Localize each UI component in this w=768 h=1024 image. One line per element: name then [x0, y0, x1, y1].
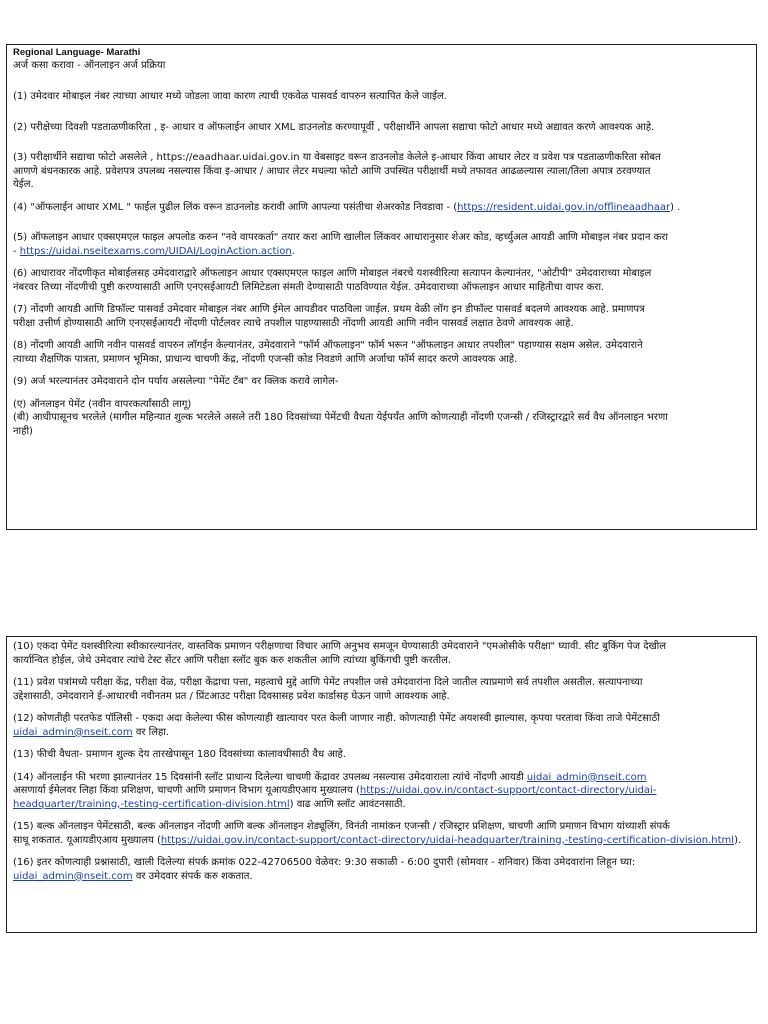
paragraph-15 — [13, 820, 750, 847]
paragraph-13: (13) फीची वैधता- प्रमाणन शुल्क देय तारखेपासून 180 दिवसांच्या कालावधीसाठी वैध आहे. — [13, 749, 346, 760]
paragraph-12-text: (12) कोणतीही परतफेड पॉलिसी - एकदा अदा केलेल्या फीस कोणत्याही खात्यावर परत केली जाणार नाही. कोणत्याही पेमेंट अयशस्वी झाल्यास, कृपया परतावा किंवा ताजे पेमेंटसाठी — [13, 713, 660, 724]
paragraph-15-text: (15) बल्क ऑनलाइन पेमेंटसाठी, बल्क ऑनलाइन नोंदणी आणि बल्क ऑनलाइन शेड्यूलिंग, विनंती नामांकन एजन्सी / रजिस्ट्रार प्रशिक्षण, चाचणी आणि प्रमाणन विभाग यांच्याशी संपर्क साधू शकतात. यूआयडीएआय मुख्यालय ( — [13, 821, 670, 846]
paragraph-16 — [13, 856, 750, 883]
instructions-box-1 — [6, 44, 757, 530]
section-subtitle: अर्ज कसा करावा - ऑनलाइन अर्ज प्रक्रिया — [13, 60, 166, 71]
paragraph-9a: (ए) ऑनलाइन पेमेंट (नवीन वापरकर्त्यांसाठी लागू) — [13, 398, 192, 410]
paragraph-4-text: (4) "ऑफलाईन आधार XML " फाईल पुढील लिंक वरून डाउनलोड करावी आणि आपल्या पसंतीचा शेअरकोड निवडावा - ( — [13, 201, 458, 213]
paragraph-3: (3) परीक्षार्थीने सद्याचा फोटो असलेले , https://eaadhaar.uidai.gov.in या वेबसाइट वरून डाउनलोड केलेले इ-आधार किंवा आधार लेटर व प्रवेश पत्र पडताळणीकरिता सोबत आणणे बंधनकारक आहे. प्रवेशपत्र उपलब्ध नसल्यास किंवा इ-आधार / आधार लेटर मधल्या फोटो आणि उपस्थित परीक्षार्थी मध्ये तफावत आढळल्यास त्याला/तिला अपात्र ठरवण्यात येईल. — [13, 152, 661, 190]
admin-email-link[interactable]: uidai_admin@nseit.com — [13, 726, 133, 738]
admin-email-link[interactable]: uidai_admin@nseit.com — [13, 870, 133, 882]
paragraph-8: (8) नोंदणी आयडी आणि नवीन पासवर्ड वापरुन लॉगईन केल्यानंतर, उमेदवाराने "फॉर्म ऑफलाइन" फॉर्म भरून "ऑफलाइन आधार तपशील" पहाण्यास सक्षम असेल. उमेदवाराने त्याच्या शैक्षणिक पात्रता, प्रमाणन भूमिका, प्राधान्य चाचणी केंद्र, नोंदणी एजन्सी कोड निवडणे आणि अर्जाचा फॉर्म सादर करणे आवश्यक आहे. — [13, 340, 643, 365]
paragraph-14-end: ) वाढ आणि स्लॉट आवंटनसाठी. — [289, 798, 406, 810]
paragraph-1: (1) उमेदवार मोबाइल नंबर त्याच्या आधार मध्ये जोडला जावा कारण त्याची एकवेळ पासवर्ड वापरुन सत्यापित केले जाईल. — [13, 91, 447, 102]
section-header: Regional Language- Marathi — [13, 47, 141, 58]
training-division-link[interactable]: https://uidai.gov.in/contact-support/contact-directory/uidai-headquarter/training,-testing-certification-division.html — [13, 785, 657, 810]
offline-aadhaar-link[interactable]: https://resident.uidai.gov.in/offlineaadhaar — [457, 201, 671, 213]
paragraph-14-mid: असणार्या ईमेलवर लिहा किंवा प्रशिक्षण, चाचणी आणि प्रमाणन विभाग यूआयडीएआय मुख्यालय ( — [13, 785, 360, 796]
paragraph-11: (11) प्रवेश पत्रांमध्ये परीक्षा केंद्र, परीक्षा वेळ, परीक्षा केंद्राचा पत्ता, महत्वाचे मुद्दे आणि पेमेंट तपशील जसे उमेदवारांना दिले जातील त्याप्रमाणे सर्व तपशील असतील. सत्यापनाच्या उद्देशासाठी, उमेदवाराने ई-आधारची नवीनतम प्रत / प्रिंटआउट परीक्षा दिवसासह प्रवेश कार्डासह घेऊन जाणे आवश्यक आहे. — [13, 677, 643, 702]
training-division-link[interactable]: https://uidai.gov.in/contact-support/contact-directory/uidai-headquarter/training,-testing-certification-division.html — [160, 834, 735, 846]
login-action-link[interactable]: https://uidai.nseitexams.com/UIDAI/LoginAction.action — [19, 245, 292, 257]
paragraph-4 — [13, 201, 750, 215]
admin-email-link[interactable]: uidai_admin@nseit.com — [526, 771, 647, 783]
paragraph-14-text: (14) ऑनलाईन फी भरणा झाल्यानंतर 15 दिवसांनी स्लॉट प्राधान्य दिलेल्या चाचणी केंद्रावर उपलब्ध नसल्यास उमेदवाराला त्यांचे नोंदणी आयडी — [13, 771, 527, 783]
paragraph-2: (2) परीक्षेच्या दिवशी पडताळणीकरिता , इ- आधार व ऑफलाईन आधार XML डाउनलोड करण्यापूर्वी , परीक्षार्थीने आपला सद्याचा फोटो आधार मध्ये अद्यावत करणे आवश्यक आहे. — [13, 121, 655, 133]
paragraph-10: (10) एकदा पेमेंट यशस्वीरित्या स्वीकारल्यानंतर, वास्तविक प्रमाणन परीक्षणाचा विचार आणि अनुभव समजून घेण्यासाठी उमेदवाराने "एमओसीके परीक्षा" घ्यावी. सीट बुकिंग पेज देखील कार्यान्वित होईल, जेथे उमेदवार त्यांचे टेस्ट सेंटर आणि परीक्षा स्लॉट बुक करु शकतील आणि त्यांच्या बुकिंगची पुष्टी करतील. — [13, 641, 667, 666]
paragraph-9: (9) अर्ज भरल्यानंतर उमेदवाराने दोन पर्याय असलेल्या "पेमेंट टॅब" वर क्लिक करावे लागेल- — [13, 376, 339, 387]
paragraph-16-end: वर उमेदवार संपर्क करु शकतात. — [132, 870, 253, 882]
paragraph-14 — [13, 771, 750, 812]
paragraph-6: (6) आधारावर नोंदणीकृत मोबाईलसह उमेदवाराद्वारे ऑफलाइन आधार एक्सएमएल फाइल आणि मोबाइल नंबरचे यशस्वीरित्या सत्यापन केल्यानंतर, "ओटीपी" उमेदवाराच्या मोबाइल नंबरवर तिच्या नोंदणीची पुष्टी करण्यासाठी आणि एनएसईआयटी लिमिटेडला संमती देण्यासाठी पाठविण्यात येईल. उमेदवाराच्या ऑफलाइन आधार माहितीचा वापर करा. — [13, 268, 652, 293]
paragraph-9b: (बी) आधीपासूनच भरलेले (मागील महिन्यात शुल्क भरलेले असले तरी 180 दिवसांच्या पेमेंटची वैधता येईपर्यंत आणि कोणत्याही नोंदणी एजन्सी / रजिस्ट्रारद्वारे सर्व वैध ऑनलाइन भरणा नाही) — [13, 412, 668, 437]
paragraph-5 — [13, 231, 750, 258]
paragraph-16-text: (16) इतर कोणत्याही प्रश्नासाठी, खाली दिलेल्या संपर्क क्रमांक 022-42706500 वेळेवर: 9:30 सकाळी - 6:00 दुपारी (सोमवार - शनिवार) किंवा उमेदवारांना लिहून घ्या: — [13, 857, 636, 868]
paragraph-5-end: . — [291, 245, 295, 257]
paragraph-4-end: ) . — [670, 201, 681, 213]
paragraph-15-end: ). — [734, 834, 742, 846]
instructions-box-2 — [6, 636, 757, 933]
paragraph-12-end: वर लिहा. — [132, 726, 170, 738]
paragraph-5-text: (5) ऑफलाइन आधार एक्सएमएल फाइल अपलोड करुन "नवे वापरकर्ता" तयार करा आणि खालील लिंकवर आधारानुसार शेअर कोड, व्हर्च्युअल आयडी आणि मोबाइल नंबर प्रदान करा - — [13, 232, 668, 257]
paragraph-12 — [13, 712, 750, 739]
paragraph-7: (7) नोंदणी आयडी आणि डिफॉल्ट पासवर्ड उमेदवार मोबाइल नंबर आणि ईमेल आयडीवर पाठविला जाईल. प्रथम वेळी लॉग इन डीफॉल्ट पासवर्ड बदलणे आवश्यक आहे. प्रमाणपत्र परीक्षा उत्तीर्ण होण्यासाठी आणि एनएसईआयटी नोंदणी पोर्टलवर त्याचे तपशील पाहण्यासाठी नोंदणी आयडी आणि नवीन पासवर्ड लक्षात ठेवणे आवश्यक आहे. — [13, 304, 645, 329]
